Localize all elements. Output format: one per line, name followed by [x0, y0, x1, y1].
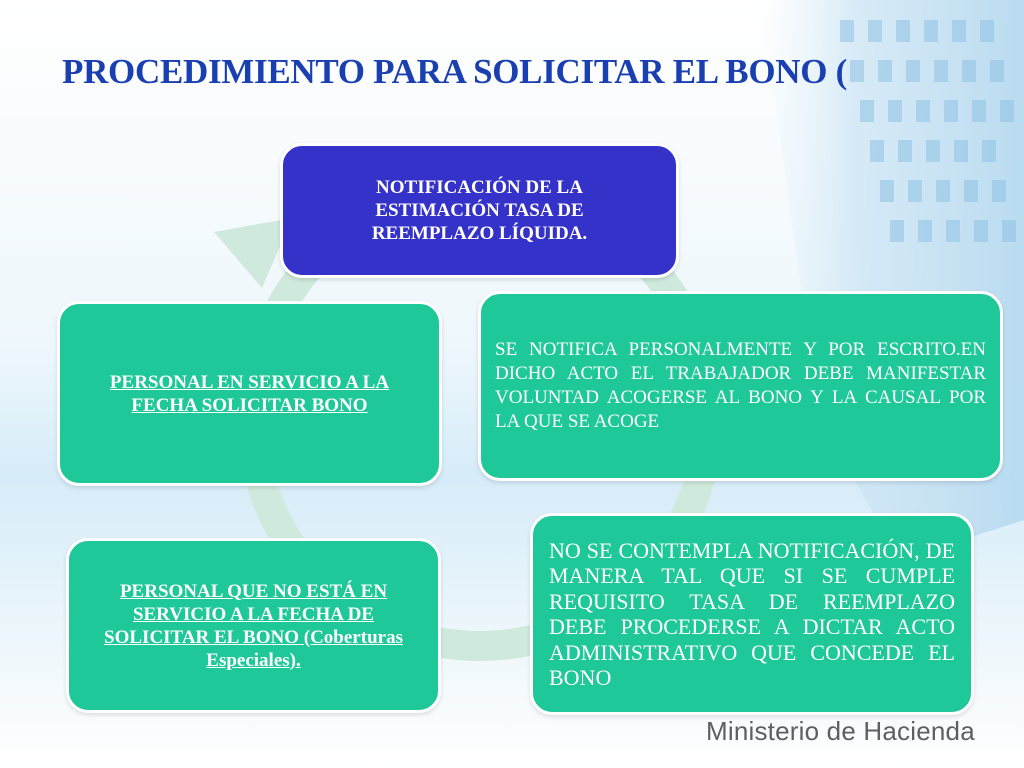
step-personal-no-en-servicio [66, 538, 441, 713]
step-text: NOTIFICACIÓN DE LA ESTIMACIÓN TASA DE REEMPLAZO LÍQUIDA. [371, 177, 588, 244]
step-no-contempla-notificacion [530, 513, 974, 715]
step-notifica-personalmente [478, 291, 1003, 481]
step-text: PERSONAL QUE NO ESTÁ EN SERVICIO A LA FECHA DE SOLICITAR EL BONO (Coberturas Especiales). [104, 580, 403, 671]
step-text: NO SE CONTEMPLA NOTIFICACIÓN, DE MANERA TAL QUE SI SE CUMPLE REQUISITO TASA DE REEMPLAZO DEBE PROCEDERSE A DICTAR ACTO ADMINISTRATIVO QUE CONCEDE EL BONO [549, 537, 955, 690]
step-text: SE NOTIFICA PERSONALMENTE Y POR ESCRITO.EN DICHO ACTO EL TRABAJADOR DEBE MANIFESTAR VOLUNTAD ACOGERSE AL BONO Y LA CAUSAL POR LA QUE SE ACOGE [495, 339, 986, 432]
step-personal-en-servicio [57, 301, 442, 486]
step-notificacion-estimacion [280, 143, 679, 278]
step-text: PERSONAL EN SERVICIO A LA FECHA SOLICITAR BONO [109, 371, 390, 416]
ministerio-logo-text: Ministerio de Hacienda [706, 716, 975, 746]
page-title: PROCEDIMIENTO PARA SOLICITAR EL BONO ( [62, 52, 847, 91]
